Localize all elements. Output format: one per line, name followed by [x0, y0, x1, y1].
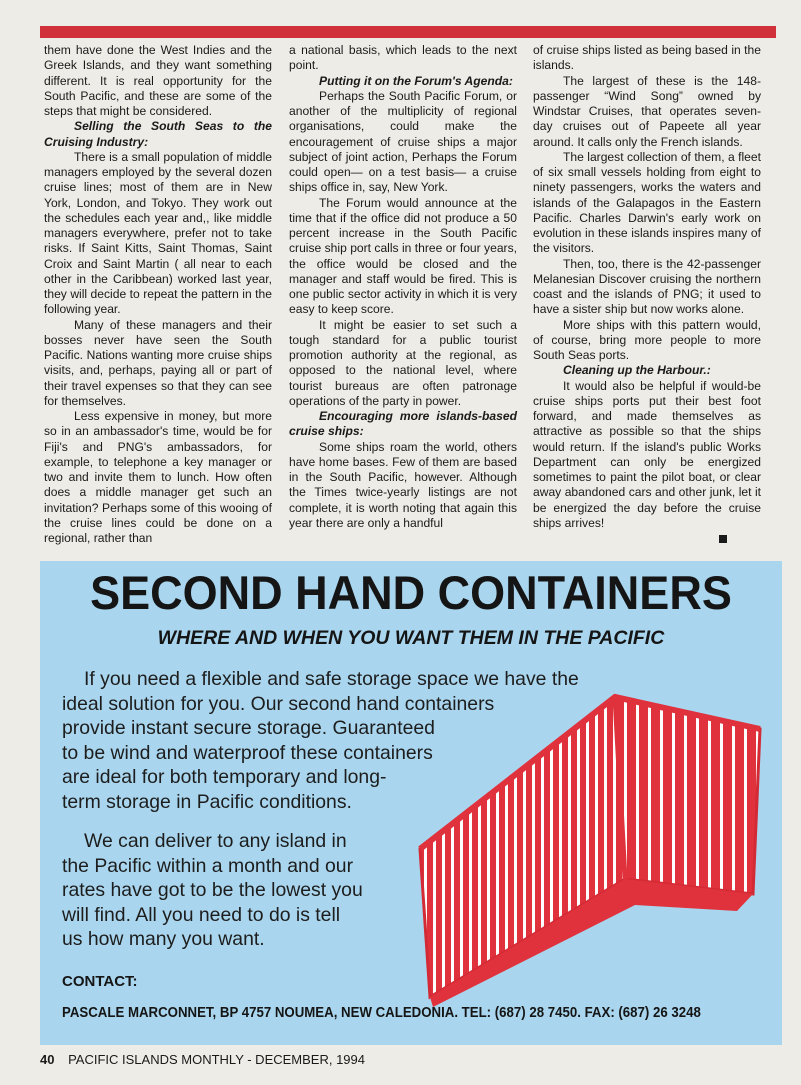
article-paragraph: Some ships roam the world, others have home bases. Few of them are based in the South Pacific, however. Although the Times twice-yearly listings are not complete, it is worth noting that again this year there are only a handful	[289, 439, 517, 530]
article-paragraph: More ships with this pattern would, of course, bring more people to more South Seas ports.	[533, 317, 761, 362]
section-heading: Putting it on the Forum's Agenda:	[319, 73, 513, 88]
page-number: 40	[40, 1052, 55, 1067]
article-paragraph: It would also be helpful if would-be cruise ships ports put their best foot forward, and made themselves as attractive as possible so that the ships would return. If the island's public Works Department can only be energized sometimes to paint the pilot boat, or clear away abandoned cars and other junk, let it be energized the day before the cruise ships arrives!	[533, 378, 761, 530]
ad-contact-details: PASCALE MARCONNET, BP 4757 NOUMEA, NEW CALEDONIA. TEL: (687) 28 7450. FAX: (687) 26 3248	[62, 1005, 701, 1021]
article-column-2	[289, 43, 517, 531]
article-column-3	[533, 43, 761, 543]
ad-paragraph-2	[62, 829, 422, 952]
page-footer	[40, 1052, 365, 1067]
article-paragraph: The largest collection of them, a fleet of six small vessels holding from eight to ninety passengers, works the waters and islands of the Galapagos in the Eastern Pacific. Charles Darwin's early work on evolution in these islands inspires many of the visitors.	[533, 149, 761, 256]
article-paragraph: of cruise ships listed as being based in the islands.	[533, 43, 761, 73]
ad-line: us how many you want.	[62, 928, 265, 950]
article-paragraph: Many of these managers and their bosses never have seen the South Pacific. Nations wanting more cruise ships visits, and, perhaps, paying all or part of their travel expenses so that they can see for themselves.	[44, 317, 272, 408]
end-of-article-mark	[719, 535, 727, 543]
ad-line: provide instant secure storage. Guaranteed	[62, 717, 435, 739]
ad-line: the Pacific within a month and our	[62, 854, 354, 877]
article-paragraph: There is a small population of middle managers employed by the several dozen cruise lines; most of them are in New York, London, and Tokyo. They work out the schedules each year and,, like middle managers everywhere, prefer not to take risks. If Saint Kitts, Saint Thomas, Saint Croix and Saint Martin ( all near to each other in the Caribbean) worked last year, they will decide to repeat the pattern in the following year.	[44, 149, 272, 317]
advertisement-second-hand-containers	[40, 561, 782, 1045]
section-heading: Cleaning up the Harbour.:	[563, 363, 711, 378]
ad-line: will find. All you need to do is tell	[62, 903, 341, 926]
ad-line: term storage in Pacific conditions.	[62, 790, 352, 813]
article-paragraph: The largest of these is the 148-passenger “Wind Song” owned by Windstar Cruises, that operates seven-day cruises out of Papeete all year around. It calls only the French islands.	[533, 73, 761, 149]
article-paragraph: The Forum would announce at the time that if the office did not produce a 50 percent increase in the South Pacific cruise ship port calls in three or four years, the office would be closed and the manager and staff would be fired. This is one public sector activity in which it is very easy to keep score.	[289, 195, 517, 317]
article-paragraph: Then, too, there is the 42-passenger Melanesian Discover cruising the northern coast and the islands of PNG; it used to have a sister ship but now works alone.	[533, 256, 761, 317]
ad-line: are ideal for both temporary and long-	[62, 766, 387, 788]
ad-headline: SECOND HAND CONTAINERS	[90, 565, 732, 620]
article-paragraph: Less expensive in money, but more so in an ambassador's time, would be for Fiji's and PNG's ambassadors, for example, to telephone a key manager or two and invite them to lunch. How often does a middle manager get such an invitation? Perhaps some of this wooing of the cruise lines could be done on a regional, rather than	[44, 409, 272, 545]
ad-line: If you need a flexible and safe storage space we have the	[84, 668, 579, 690]
ad-contact-label: CONTACT:	[62, 973, 138, 990]
article-paragraph: It might be easier to set such a tough standard for a public tourist promotion authority at the regional, as opposed to the national level, where tourist bureaus are often patronage operations of the party in power.	[289, 317, 517, 408]
section-heading: Encouraging more islands-based cruise ships:	[289, 409, 517, 439]
ad-line: ideal solution for you. Our second hand containers	[62, 692, 495, 715]
article-column-1	[44, 43, 272, 546]
article-paragraph: Perhaps the South Pacific Forum, or another of the multiplicity of regional organisations, could make the encouragement of cruise ships a major subject of joint action, Perhaps the Forum could open— on a test basis— a cruise ships office in, say, New York.	[289, 88, 517, 195]
ad-line: to be wind and waterproof these containers	[62, 741, 433, 764]
publication-line: PACIFIC ISLANDS MONTHLY - DECEMBER, 1994	[68, 1052, 365, 1067]
ad-line: rates have got to be the lowest you	[62, 879, 363, 901]
header-red-bar	[40, 26, 776, 38]
article-paragraph: them have done the West Indies and the Greek Islands, and they want something different. It is real opportunity for the South Pacific, and these are some of the steps that might be considered.	[44, 43, 272, 118]
section-heading: Selling the South Seas to the Cruising Industry:	[44, 119, 272, 149]
ad-subheadline: WHERE AND WHEN YOU WANT THEM IN THE PACIFIC	[157, 627, 665, 649]
shipping-container-icon	[365, 689, 765, 1009]
article-paragraph: a national basis, which leads to the next point.	[289, 43, 517, 73]
ad-line: We can deliver to any island in	[84, 830, 347, 852]
